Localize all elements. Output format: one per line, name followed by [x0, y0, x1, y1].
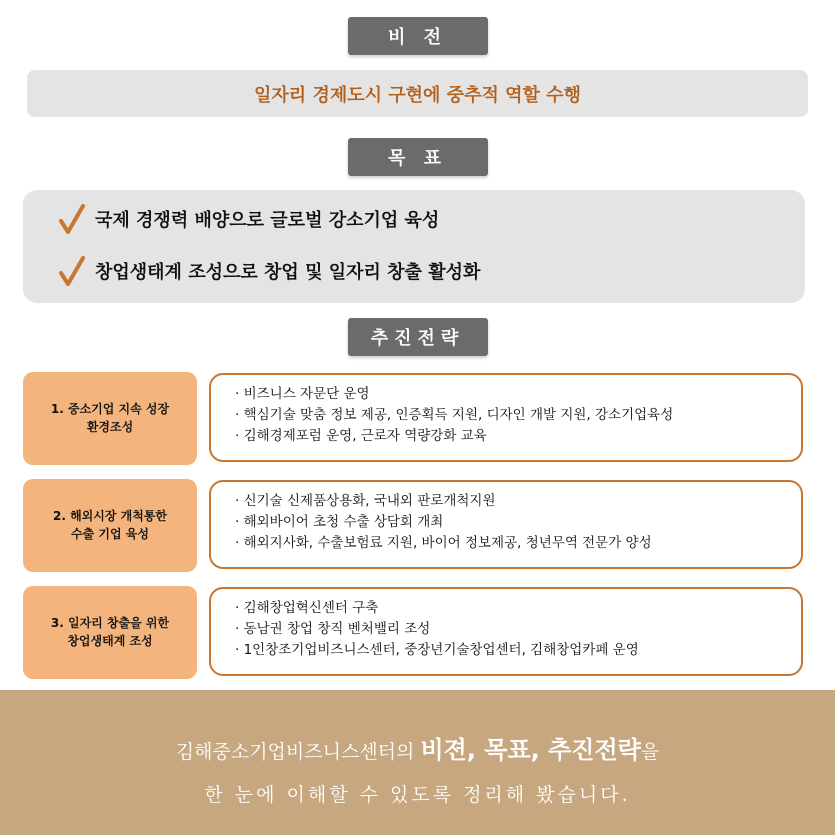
strategy-detail-line: · 해외바이어 초청 수출 상담회 개최	[235, 514, 444, 530]
footer-banner	[0, 690, 835, 835]
footer-highlight: 비젼, 목표, 추진전략	[420, 736, 641, 764]
check-icon	[59, 256, 85, 286]
goal-item	[59, 256, 480, 286]
strategy-detail-line: · 1인창조기업비즈니스센터, 중장년기술창업센터, 김해창업카페 운영	[235, 642, 639, 658]
vision-statement-bar	[27, 70, 808, 117]
strategy-detail-line: · 비즈니스 자문단 운영	[235, 386, 370, 402]
footer-suffix: 을	[640, 741, 660, 763]
footer-line-1	[0, 730, 835, 765]
strategy-title-line: 수출 기업 육성	[71, 526, 149, 541]
goal-text: 창업생태계 조성으로 창업 및 일자리 창출 활성화	[95, 262, 481, 283]
strategy-detail-1	[209, 373, 803, 462]
strategy-detail-line: · 김해경제포럼 운영, 근로자 역량강화 교육	[235, 428, 487, 444]
vision-header: 비 전	[348, 17, 488, 55]
strategy-detail-2	[209, 480, 803, 569]
strategy-detail-line: · 해외지사화, 수출보험료 지원, 바이어 정보제공, 청년무역 전문가 양성	[235, 535, 652, 551]
goal-text: 국제 경쟁력 배양으로 글로벌 강소기업 육성	[95, 210, 440, 231]
strategy-detail-3	[209, 587, 803, 676]
strategy-title-line: 창업생태계 조성	[67, 633, 153, 648]
strategy-detail-line: · 김해창업혁신센터 구축	[235, 600, 379, 616]
strategy-title-line: 환경조성	[86, 419, 134, 434]
goals-header: 목 표	[348, 138, 488, 176]
strategy-title-line: 1. 중소기업 지속 성장	[50, 402, 170, 417]
strategy-title-line: 2. 해외시장 개척통한	[52, 509, 167, 524]
strategy-header: 추진전략	[348, 318, 488, 356]
goals-panel	[23, 190, 805, 303]
strategy-label-2	[23, 479, 197, 572]
strategy-label-1	[23, 372, 197, 465]
strategy-label-3	[23, 586, 197, 679]
strategy-detail-line: · 동남권 창업 창직 벤처밸리 조성	[235, 621, 431, 637]
goal-item	[59, 204, 439, 234]
footer-line-2: 한 눈에 이해할 수 있도록 정리해 봤습니다.	[204, 784, 631, 806]
vision-statement: 일자리 경제도시 구현에 중추적 역할 수행	[254, 84, 581, 106]
strategy-title-line: 3. 일자리 창출을 위한	[50, 616, 170, 631]
strategy-detail-line: · 핵심기술 맞춤 정보 제공, 인증획득 지원, 디자인 개발 지원, 강소기업육성	[235, 407, 674, 423]
footer-prefix: 김해중소기업비즈니스센터의	[175, 741, 421, 763]
check-icon	[59, 204, 85, 234]
strategy-detail-line: · 신기술 신제품상용화, 국내외 판로개척지원	[235, 493, 496, 509]
